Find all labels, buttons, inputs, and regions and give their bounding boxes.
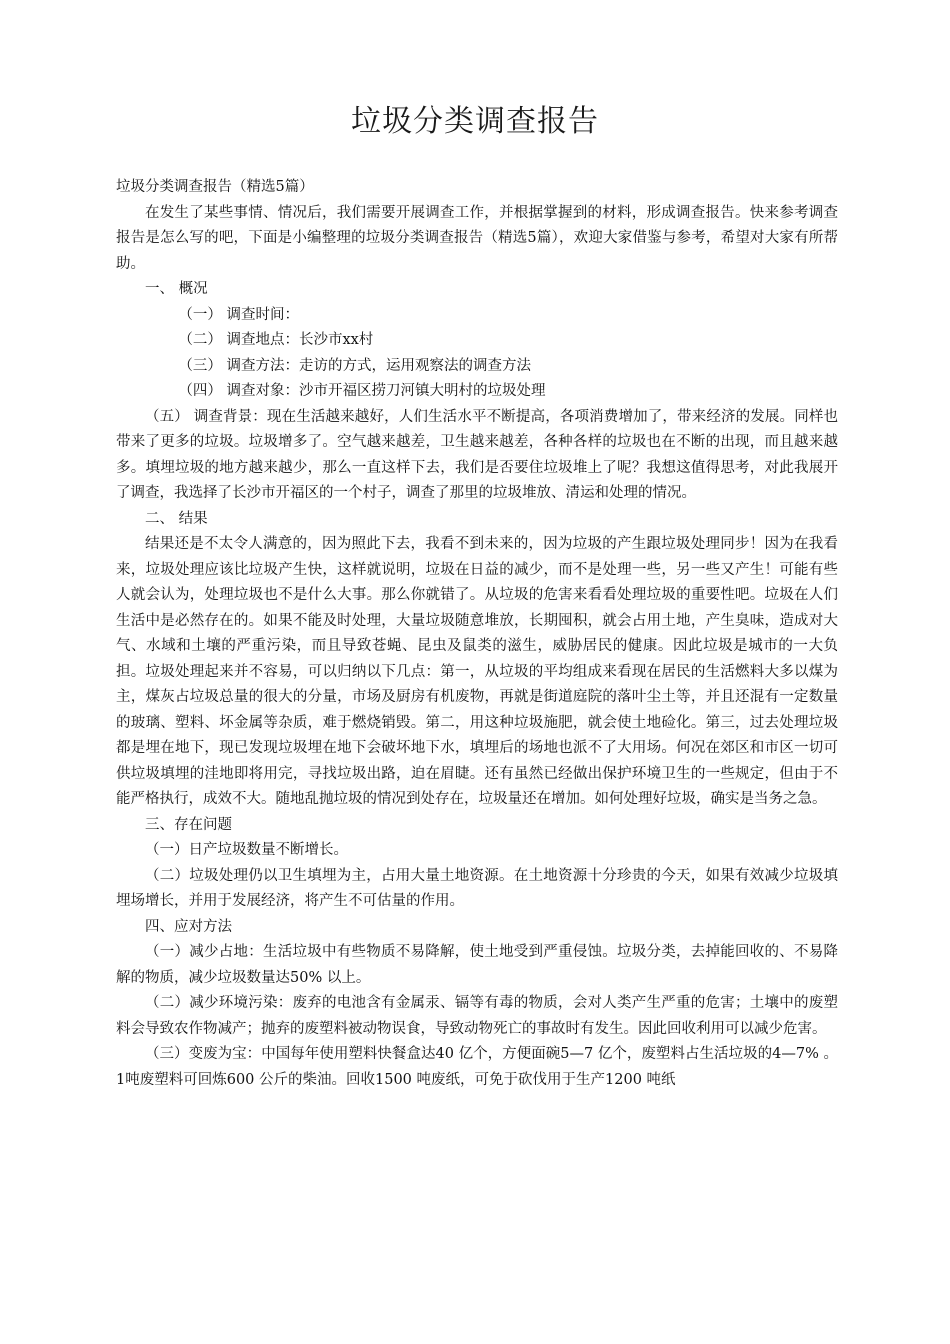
section-heading-results: 二、 结果 — [145, 510, 208, 527]
overview-item-time: （一） 调查时间： — [178, 306, 299, 323]
section-heading-overview: 一、 概况 — [145, 281, 208, 297]
document-title: 垃圾分类调查报告 — [351, 104, 599, 139]
section-heading-problems: 三、存在问题 — [145, 816, 232, 833]
problems-item: （二）垃圾处理仍以卫生填埋为主，占用大量土地资源。在土地资源十分珍贵的今天，如果有效减少垃圾填埋场增长，并用于发展经济，将产生不可估量的作用。 — [116, 867, 838, 909]
solutions-item: （二）减少环境污染：废弃的电池含有金属汞、镉等有毒的物质，会对人类产生严重的危害；土壤中的废塑料会导致农作物减产；抛弃的废塑料被动物误食，导致动物死亡的事故时有发生。因此回收利用可以减少危害。 — [116, 995, 838, 1037]
section-heading-solutions: 四、应对方法 — [145, 918, 232, 935]
solutions-item: （一）减少占地：生活垃圾中有些物质不易降解，使土地受到严重侵蚀。垃圾分类，去掉能回收的、不易降解的物质，减少垃圾数量达50% 以上。 — [116, 944, 838, 986]
document-body — [116, 175, 838, 1093]
solutions-item: （三）变废为宝：中国每年使用塑料快餐盒达40 亿个，方便面碗5—7 亿个，废塑料占生活垃圾的4—7% 。1吨废塑料可回炼600 公斤的柴油。回收1500 吨废纸，可免于砍伐用于生产1200 吨纸 — [116, 1046, 838, 1088]
overview-item-background: （五） 调查背景：现在生活越来越好，人们生活水平不断提高，各项消费增加了，带来经济的发展。同样也带来了更多的垃圾。垃圾增多了。空气越来越差，卫生越来越差，各种各样的垃圾也在不断的出现，而且越来越多。填埋垃圾的地方越来越少，那么一直这样下去，我们是否要住垃圾堆上了呢？我想这值得思考，对此我展开了调查，我选择了长沙市开福区的一个村子，调查了那里的垃圾堆放、清运和处理的情况。 — [116, 408, 838, 501]
problems-item: （一）日产垃圾数量不断增长。 — [145, 842, 348, 858]
overview-item-location: （二） 调查地点：长沙市xx村 — [178, 332, 374, 348]
document-subtitle: 垃圾分类调查报告（精选5篇） — [116, 179, 314, 195]
overview-item-method: （三） 调查方法：走访的方式，运用观察法的调查方法 — [178, 357, 531, 374]
results-paragraph: 结果还是不太令人满意的，因为照此下去，我看不到未来的，因为垃圾的产生跟垃圾处理同步！因为在我看来，垃圾处理应该比垃圾产生快，这样就说明，垃圾在日益的减少，而不是处理一些，另一些又产生！可能有些人就会认为，处理垃圾也不是什么大事。那么你就错了。从垃圾的危害来看看处理垃圾的重要性吧。垃圾在人们生活中是必然存在的。如果不能及时处理，大量垃圾随意堆放，长期囤积，就会占用土地，产生臭味，造成对大气、水域和土壤的严重污染，而且导致苍蝇、昆虫及鼠类的滋生，威胁居民的健康。因此垃圾是城市的一大负担。垃圾处理起来并不容易，可以归纳以下几点：第一，从垃圾的平均组成来看现在居民的生活燃料大多以煤为主，煤灰占垃圾总量的很大的分量，市场及厨房有机废物，再就是街道庭院的落叶尘土等，并且还混有一定数量的玻璃、塑料、坏金属等杂质，难于燃烧销毁。第二，用这种垃圾施肥，就会使土地硷化。第三，过去处理垃圾都是埋在地下，现已发现垃圾埋在地下会破坏地下水，填埋后的场地也派不了大用场。何况在郊区和市区一切可供垃圾填埋的洼地即将用完，寻找垃圾出路，迫在眉睫。还有虽然已经做出保护环境卫生的一些规定，但由于不能严格执行，成效不大。随地乱抛垃圾的情况到处存在，垃圾量还在增加。如何处理好垃圾，确实是当务之急。 — [116, 536, 838, 807]
overview-item-subject: （四） 调查对象：沙市开福区捞刀河镇大明村的垃圾处理 — [178, 383, 546, 399]
intro-paragraph: 在发生了某些事情、情况后，我们需要开展调查工作，并根据掌握到的材料，形成调查报告。快来参考调查报告是怎么写的吧，下面是小编整理的垃圾分类调查报告（精选5篇），欢迎大家借鉴与参考，希望对大家有所帮助。 — [116, 204, 838, 272]
